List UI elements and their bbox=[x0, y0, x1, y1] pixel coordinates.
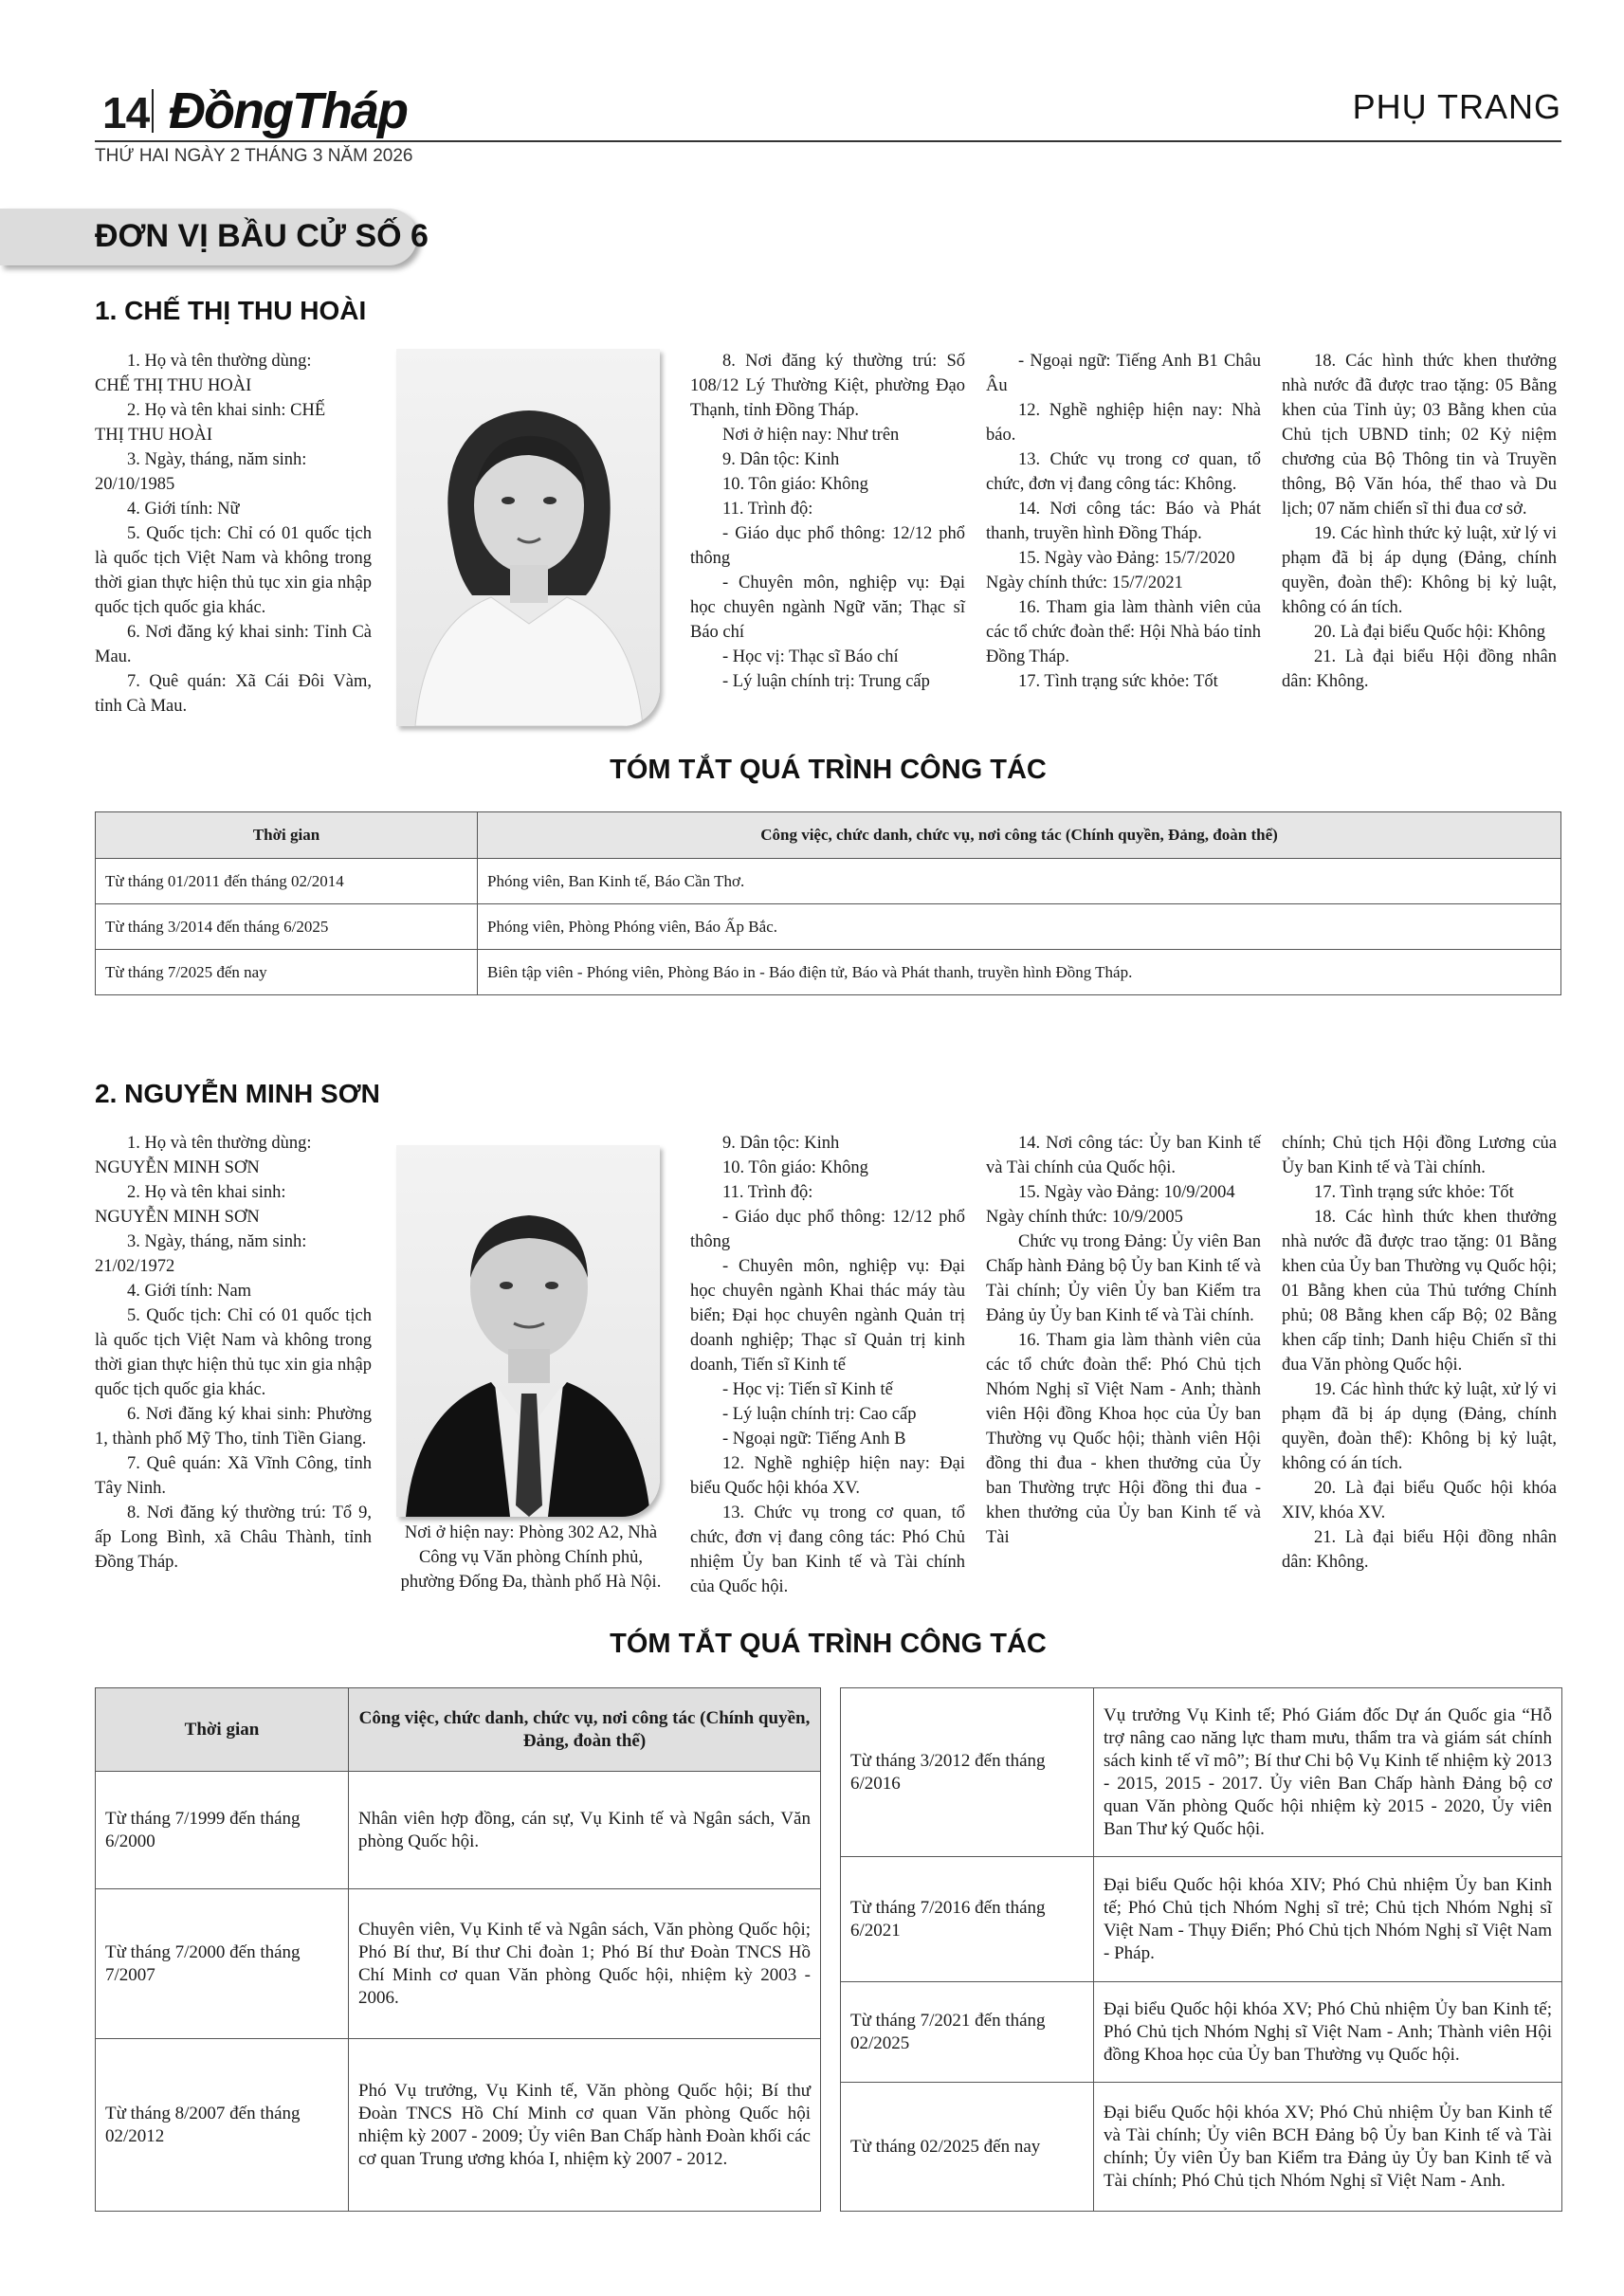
portrait-man-icon bbox=[396, 1145, 660, 1517]
table-header-row bbox=[96, 1688, 821, 1772]
unit-banner-text: ĐƠN VỊ BẦU CỬ SỐ 6 bbox=[95, 218, 429, 254]
text-line: NGUYỄN MINH SƠN bbox=[95, 1208, 260, 1227]
table-row bbox=[96, 950, 1561, 995]
text-line: - Giáo dục phổ thông: 12/12 phổ thông bbox=[690, 1208, 965, 1251]
column-header: Công việc, chức danh, chức vụ, nơi công tác (Chính quyền, Đảng, đoàn thể) bbox=[349, 1688, 821, 1772]
text-line: 10. Tôn giáo: Không bbox=[722, 1158, 868, 1177]
text-line: - Lý luận chính trị: Cao cấp bbox=[722, 1405, 917, 1424]
text-line: 15. Ngày vào Đảng: 10/9/2004 bbox=[1018, 1183, 1235, 1202]
candidate-2-title: 2. NGUYỄN MINH SƠN bbox=[95, 1079, 380, 1108]
text-line: 20/10/1985 bbox=[95, 475, 175, 494]
text-line: NGUYỄN MINH SƠN bbox=[95, 1158, 260, 1177]
text-line: 6. Nơi đăng ký khai sinh: Phường 1, thành phố Mỹ Tho, tỉnh Tiền Giang. bbox=[95, 1405, 372, 1449]
text-line: 17. Tình trạng sức khỏe: Tốt bbox=[1314, 1183, 1514, 1202]
candidate-2-col-2 bbox=[690, 1131, 965, 1599]
candidate-2-col-3 bbox=[986, 1131, 1261, 1550]
text-line: 21. Là đại biểu Hội đồng nhân dân: Không. bbox=[1282, 647, 1557, 691]
text-line: 9. Dân tộc: Kinh bbox=[722, 1134, 840, 1153]
table-row bbox=[841, 1857, 1562, 1982]
text-line: - Chuyên môn, nghiệp vụ: Đại học chuyên ngành Ngữ văn; Thạc sĩ Báo chí bbox=[690, 574, 965, 642]
candidate-1-col-3 bbox=[986, 349, 1261, 694]
table-cell: Từ tháng 02/2025 đến nay bbox=[841, 2083, 1094, 2212]
text-line: 6. Nơi đăng ký khai sinh: Tỉnh Cà Mau. bbox=[95, 623, 372, 666]
text-line: Ngày chính thức: 10/9/2005 bbox=[986, 1208, 1183, 1227]
candidate-1-photo bbox=[396, 349, 660, 726]
text-line: 13. Chức vụ trong cơ quan, tổ chức, đơn vị đang công tác: Không. bbox=[986, 450, 1261, 494]
page-number: 14 bbox=[102, 88, 150, 137]
column-header: Thời gian bbox=[96, 1688, 349, 1772]
text-line: 10. Tôn giáo: Không bbox=[722, 475, 868, 494]
text-line: 16. Tham gia làm thành viên của các tổ chức đoàn thể: Phó Chủ tịch Nhóm Nghị sĩ Việt Nam - Anh; thành viên Hội đồng Khoa học của Ủy ban Thường vụ Quốc hội; thành viên Hội đồng thi đua - khen thưởng của Ủy ban Thường trực Hội đồng thi đua - khen thưởng của Ủy ban Kinh tế và Tài bbox=[986, 1331, 1261, 1547]
text-line: 18. Các hình thức khen thưởng nhà nước đã được trao tặng: 01 Bằng khen của Ủy ban Thường vụ Quốc hội; 01 Bằng khen của Thủ tướng Chính phủ; 08 Bằng khen cấp Bộ; 02 Bằng khen cấp tỉnh; Danh hiệu Chiến sĩ thi đua Văn phòng Quốc hội. bbox=[1282, 1208, 1557, 1375]
text-line: 8. Nơi đăng ký thường trú: Tổ 9, ấp Long Bình, xã Châu Thành, tỉnh Đồng Tháp. bbox=[95, 1503, 372, 1572]
candidate-1-career-table bbox=[95, 811, 1561, 995]
header-divider bbox=[152, 89, 154, 133]
table-cell: Vụ trưởng Vụ Kinh tế; Phó Giám đốc Dự án Quốc gia “Hỗ trợ nâng cao năng lực tham mưu, thẩm tra và giám sát chính sách kinh tế vĩ mô”; Bí thư Chi bộ Vụ Kinh tế nhiệm kỳ 2013 - 2015, 2015 - 2017. Ủy viên Ban Chấp hành Đảng bộ cơ quan Văn phòng Quốc hội nhiệm kỳ 2015 - 2020, Ủy viên Ban Thư ký Quốc hội. bbox=[1094, 1688, 1562, 1857]
text-line: 15. Ngày vào Đảng: 15/7/2020 bbox=[1018, 549, 1235, 568]
text-line: 17. Tình trạng sức khỏe: Tốt bbox=[1018, 672, 1218, 691]
candidate-1-col-4 bbox=[1282, 349, 1557, 694]
text-line: 5. Quốc tịch: Chỉ có 01 quốc tịch là quốc tịch Việt Nam và không trong thời gian thực hiện thủ tục xin gia nhập quốc tịch quốc gia khác. bbox=[95, 1306, 372, 1399]
text-line: 3. Ngày, tháng, năm sinh: bbox=[127, 1232, 307, 1251]
table-row bbox=[96, 1772, 821, 1889]
table-cell: Từ tháng 7/2021 đến tháng 02/2025 bbox=[841, 1982, 1094, 2083]
text-line: 7. Quê quán: Xã Cái Đôi Vàm, tỉnh Cà Mau. bbox=[95, 672, 372, 716]
table-row bbox=[96, 859, 1561, 904]
newspaper-logo: ĐồngTháp bbox=[169, 82, 407, 139]
text-line: - Giáo dục phổ thông: 12/12 phổ thông bbox=[690, 524, 965, 568]
text-line: 19. Các hình thức kỷ luật, xử lý vi phạm đã bị áp dụng (Đảng, chính quyền, đoàn thể): Không bị kỷ luật, không có án tích. bbox=[1282, 524, 1557, 617]
text-line: 4. Giới tính: Nam bbox=[127, 1282, 252, 1301]
column-header: Công việc, chức danh, chức vụ, nơi công tác (Chính quyền, Đảng, đoàn thể) bbox=[478, 812, 1561, 859]
table-row bbox=[96, 2039, 821, 2212]
table-cell: Đại biểu Quốc hội khóa XV; Phó Chủ nhiệm Ủy ban Kinh tế; Phó Chủ tịch Nhóm Nghị sĩ Việt Nam - Anh; Thành viên Hội đồng Khoa học của Ủy ban Thường vụ Quốc hội. bbox=[1094, 1982, 1562, 2083]
text-line: chính; Chủ tịch Hội đồng Lương của Ủy ban Kinh tế và Tài chính. bbox=[1282, 1134, 1557, 1177]
text-line: Nơi ở hiện nay: Phòng 302 A2, Nhà Công vụ Văn phòng Chính phủ, phường Đống Đa, thành phố Hà Nội. bbox=[400, 1523, 662, 1592]
text-line: - Ngoại ngữ: Tiếng Anh B bbox=[722, 1430, 906, 1449]
table-cell: Đại biểu Quốc hội khóa XV; Phó Chủ nhiệm Ủy ban Kinh tế và Tài chính; Ủy viên BCH Đảng bộ Ủy ban Kinh tế và Tài chính; Ủy viên Ủy ban Kiểm tra Đảng ủy Ủy ban Kinh tế và Tài chính; Phó Chủ tịch Nhóm Nghị sĩ Việt Nam - Anh. bbox=[1094, 2083, 1562, 2212]
table-row bbox=[841, 2083, 1562, 2212]
text-line: 11. Trình độ: bbox=[722, 500, 813, 519]
candidate-2-summary-title: TÓM TẮT QUÁ TRÌNH CÔNG TÁC bbox=[610, 1629, 1047, 1659]
text-line: 21. Là đại biểu Hội đồng nhân dân: Không. bbox=[1282, 1528, 1557, 1572]
text-line: 5. Quốc tịch: Chỉ có 01 quốc tịch là quốc tịch Việt Nam và không trong thời gian thực hiện thủ tục xin gia nhập quốc tịch quốc gia khác. bbox=[95, 524, 372, 617]
candidate-2-career-table-right bbox=[840, 1687, 1562, 2212]
text-line: THỊ THU HOÀI bbox=[95, 426, 212, 445]
text-line: 1. Họ và tên thường dùng: bbox=[127, 352, 312, 371]
candidate-2-col-1 bbox=[95, 1131, 372, 1575]
text-line: - Chuyên môn, nghiệp vụ: Đại học chuyên ngành Khai thác máy tàu biển; Đại học chuyên ngành Quản trị doanh nghiệp; Thạc sĩ Quản trị kinh doanh, Tiến sĩ Kinh tế bbox=[690, 1257, 965, 1375]
text-line: 20. Là đại biểu Quốc hội khóa XIV, khóa XV. bbox=[1282, 1479, 1557, 1522]
text-line: - Học vị: Thạc sĩ Báo chí bbox=[722, 647, 899, 666]
text-line: 14. Nơi công tác: Báo và Phát thanh, truyền hình Đồng Tháp. bbox=[986, 500, 1261, 543]
text-line: - Lý luận chính trị: Trung cấp bbox=[722, 672, 930, 691]
text-line: Chức vụ trong Đảng: Ủy viên Ban Chấp hành Đảng bộ Ủy ban Kinh tế và Tài chính; Ủy viên Ủy ban Kiểm tra Đảng ủy Ủy ban Kinh tế và Tài chính. bbox=[986, 1232, 1261, 1325]
text-line: Ngày chính thức: 15/7/2021 bbox=[986, 574, 1183, 592]
header-rule bbox=[95, 140, 1561, 142]
text-line: Nơi ở hiện nay: Như trên bbox=[722, 426, 900, 445]
text-line: 16. Tham gia làm thành viên của các tổ chức đoàn thể: Hội Nhà báo tỉnh Đồng Tháp. bbox=[986, 598, 1261, 666]
candidate-2-photo-caption bbox=[391, 1521, 671, 1594]
candidate-1-col-1 bbox=[95, 349, 372, 719]
table-row bbox=[841, 1982, 1562, 2083]
table-cell: Từ tháng 7/2025 đến nay bbox=[96, 950, 478, 995]
text-line: 19. Các hình thức kỷ luật, xử lý vi phạm đã bị áp dụng (Đảng, chính quyền, đoàn thể): Không bị kỷ luật, không có án tích. bbox=[1282, 1380, 1557, 1473]
text-line: 3. Ngày, tháng, năm sinh: bbox=[127, 450, 307, 469]
text-line: 1. Họ và tên thường dùng: bbox=[127, 1134, 312, 1153]
table-cell: Từ tháng 3/2014 đến tháng 6/2025 bbox=[96, 904, 478, 950]
table-row bbox=[96, 1889, 821, 2039]
text-line: 14. Nơi công tác: Ủy ban Kinh tế và Tài chính của Quốc hội. bbox=[986, 1134, 1261, 1177]
candidate-2-col-4 bbox=[1282, 1131, 1557, 1575]
text-line: 12. Nghề nghiệp hiện nay: Nhà báo. bbox=[986, 401, 1261, 445]
table-cell: Từ tháng 3/2012 đến tháng 6/2016 bbox=[841, 1688, 1094, 1857]
table-cell: Từ tháng 7/1999 đến tháng 6/2000 bbox=[96, 1772, 349, 1889]
candidate-1-col-2 bbox=[690, 349, 965, 694]
text-line: 7. Quê quán: Xã Vĩnh Công, tỉnh Tây Ninh. bbox=[95, 1454, 372, 1498]
table-cell: Đại biểu Quốc hội khóa XIV; Phó Chủ nhiệm Ủy ban Kinh tế; Phó Chủ tịch Nhóm Nghị sĩ trẻ; Chủ tịch Nhóm Nghị sĩ Việt Nam - Thụy Điển; Phó Chủ tịch Nhóm Nghị sĩ Việt Nam - Pháp. bbox=[1094, 1857, 1562, 1982]
candidate-1-summary-title: TÓM TẮT QUÁ TRÌNH CÔNG TÁC bbox=[610, 755, 1047, 785]
table-cell: Từ tháng 7/2016 đến tháng 6/2021 bbox=[841, 1857, 1094, 1982]
candidate-1-title: 1. CHẾ THỊ THU HOÀI bbox=[95, 296, 367, 325]
table-cell: Từ tháng 7/2000 đến tháng 7/2007 bbox=[96, 1889, 349, 2039]
table-cell: Nhân viên hợp đồng, cán sự, Vụ Kinh tế và Ngân sách, Văn phòng Quốc hội. bbox=[349, 1772, 821, 1889]
column-header: Thời gian bbox=[96, 812, 478, 859]
table-cell: Phóng viên, Phòng Phóng viên, Báo Ấp Bắc. bbox=[478, 904, 1561, 950]
issue-date: THỨ HAI NGÀY 2 THÁNG 3 NĂM 2026 bbox=[95, 146, 413, 166]
candidate-2-career-table-left bbox=[95, 1687, 821, 2212]
candidate-2-photo bbox=[396, 1145, 660, 1517]
text-line: 2. Họ và tên khai sinh: CHẾ bbox=[127, 401, 326, 420]
table-cell: Từ tháng 8/2007 đến tháng 02/2012 bbox=[96, 2039, 349, 2212]
table-row bbox=[96, 904, 1561, 950]
table-cell: Chuyên viên, Vụ Kinh tế và Ngân sách, Văn phòng Quốc hội; Phó Bí thư, Bí thư Chi đoàn 1; Phó Bí thư Đoàn TNCS Hồ Chí Minh cơ quan Văn phòng Quốc hội, nhiệm kỳ 2003 - 2006. bbox=[349, 1889, 821, 2039]
text-line: 9. Dân tộc: Kinh bbox=[722, 450, 840, 469]
table-cell: Từ tháng 01/2011 đến tháng 02/2014 bbox=[96, 859, 478, 904]
table-cell: Phó Vụ trưởng, Vụ Kinh tế, Văn phòng Quốc hội; Bí thư Đoàn TNCS Hồ Chí Minh cơ quan Văn phòng Quốc hội nhiệm kỳ 2007 - 2009; Ủy viên Ban Chấp hành Đoàn khối các cơ quan Trung ương khóa I, nhiệm kỳ 2007 - 2012. bbox=[349, 2039, 821, 2212]
text-line: 21/02/1972 bbox=[95, 1257, 175, 1276]
table-cell: Biên tập viên - Phóng viên, Phòng Báo in - Báo điện tử, Báo và Phát thanh, truyền hình Đồng Tháp. bbox=[478, 950, 1561, 995]
text-line: 8. Nơi đăng ký thường trú: Số 108/12 Lý Thường Kiệt, phường Đạo Thạnh, tỉnh Đồng Tháp. bbox=[690, 352, 965, 420]
text-line: 13. Chức vụ trong cơ quan, tổ chức, đơn vị đang công tác: Phó Chủ nhiệm Ủy ban Kinh tế và Tài chính của Quốc hội. bbox=[690, 1503, 965, 1596]
portrait-woman-icon bbox=[396, 349, 660, 726]
text-line: 18. Các hình thức khen thưởng nhà nước đã được trao tặng: 05 Bằng khen của Tỉnh ủy; 03 Bằng khen của Chủ tịch UBND tỉnh; 02 Kỷ niệm chương của Bộ Thông tin và Truyền thông, Bộ Văn hóa, thể thao và Du lịch; 07 năm chiến sĩ thi đua cơ sở. bbox=[1282, 352, 1557, 519]
text-line: 12. Nghề nghiệp hiện nay: Đại biểu Quốc hội khóa XV. bbox=[690, 1454, 965, 1498]
text-line: CHẾ THỊ THU HOÀI bbox=[95, 376, 252, 395]
section-title: PHỤ TRANG bbox=[1352, 87, 1561, 126]
text-line: 11. Trình độ: bbox=[722, 1183, 813, 1202]
text-line: - Ngoại ngữ: Tiếng Anh B1 Châu Âu bbox=[986, 352, 1261, 395]
table-row bbox=[841, 1688, 1562, 1857]
table-header-row bbox=[96, 812, 1561, 859]
text-line: - Học vị: Tiến sĩ Kinh tế bbox=[722, 1380, 893, 1399]
text-line: 4. Giới tính: Nữ bbox=[127, 500, 240, 519]
text-line: 20. Là đại biểu Quốc hội: Không bbox=[1314, 623, 1546, 642]
text-line: 2. Họ và tên khai sinh: bbox=[127, 1183, 286, 1202]
table-cell: Phóng viên, Ban Kinh tế, Báo Cần Thơ. bbox=[478, 859, 1561, 904]
